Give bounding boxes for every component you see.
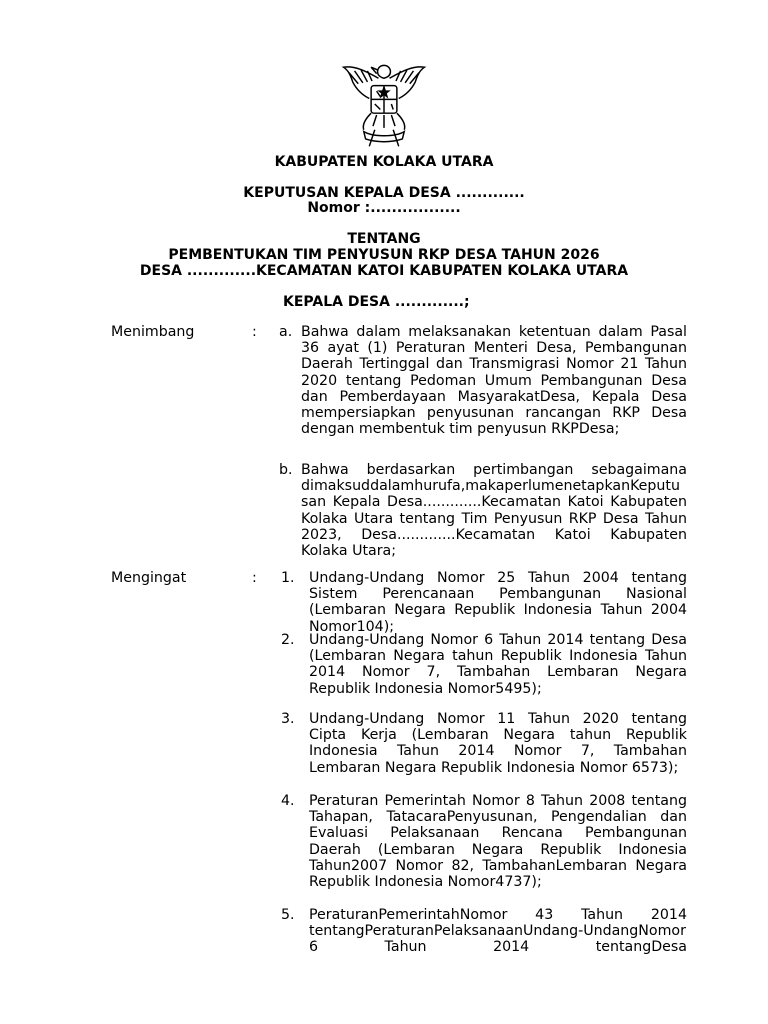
menimbang-label: Menimbang [111, 324, 195, 340]
legal-basis-text: Peraturan Pemerintah Nomor 8 Tahun 2008 tentang Tahapan, TatacaraPenyusunan, Pengendalian dan Evaluasi Pelaksanaan Rencana Pembangunan Daerah (Lembaran Negara Republik Indonesia Tahun2007 Nomor 82, TambahanLembaran Negara Republik Indonesia Nomor4737); [309, 793, 687, 891]
legal-basis-marker: 5. [281, 907, 295, 923]
consideration-marker: b. [279, 462, 293, 478]
decree-title: KEPUTUSAN KEPALA DESA ............. [243, 185, 525, 201]
subject-line-1: PEMBENTUKAN TIM PENYUSUN RKP DESA TAHUN 2026 [168, 247, 600, 263]
mengingat-label: Mengingat [111, 570, 187, 586]
subject-line-2: DESA .............KECAMATAN KATOI KABUPATEN KOLAKA UTARA [139, 263, 629, 279]
mengingat-colon: : [252, 570, 257, 586]
about-heading: TENTANG [347, 231, 421, 247]
legal-basis-marker: 1. [281, 570, 295, 586]
legal-basis-text: PeraturanPemerintahNomor 43 Tahun 2014 tentangPeraturanPelaksanaanUndang-UndangNomor 6 Tahun 2014 tentangDesa [309, 907, 687, 956]
decree-number: Nomor :................. [307, 200, 461, 216]
consideration-text: Bahwa berdasarkan pertimbangan sebagaimana dimaksuddalamhurufa,makaperlumenetapkanKeputusan Kepala Desa.............Kecamatan Katoi Kabupaten Kolaka Utara tentang Tim Penyusun RKP Desa Tahun 2023, Desa.............Kecamatan Katoi Kabupaten Kolaka Utara; [301, 462, 687, 560]
legal-basis-text: Undang-Undang Nomor 6 Tahun 2014 tentang Desa (Lembaran Negara tahun Republik Indonesia Tahun 2014 Nomor 7, Tambahan Lembaran Negara Republik Indonesia Nomor5495); [309, 632, 687, 697]
consideration-marker: a. [279, 324, 293, 340]
menimbang-colon: : [252, 324, 257, 340]
legal-basis-marker: 4. [281, 793, 295, 809]
regency-heading: KABUPATEN KOLAKA UTARA [274, 154, 494, 170]
legal-basis-text: Undang-Undang Nomor 11 Tahun 2020 tentang Cipta Kerja (Lembaran Negara tahun Republik Indonesia Tahun 2014 Nomor 7, Tambahan Lembaran Negara Republik Indonesia Nomor 6573); [309, 711, 687, 776]
legal-basis-marker: 3. [281, 711, 295, 727]
official-heading: KEPALA DESA .............; [283, 294, 470, 310]
legal-basis-text: Undang-Undang Nomor 25 Tahun 2004 tentang Sistem Perencanaan Pembangunan Nasional (Lembaran Negara Republik Indonesia Tahun 2004 Nomor104); [309, 570, 687, 635]
legal-basis-marker: 2. [281, 632, 295, 648]
garuda-emblem-icon [338, 58, 430, 150]
consideration-text: Bahwa dalam melaksanakan ketentuan dalam Pasal 36 ayat (1) Peraturan Menteri Desa, Pembangunan Daerah Tertinggal dan Transmigrasi Nomor 21 Tahun 2020 tentang Pedoman Umum Pembangunan Desa dan Pemberdayaan MasyarakatDesa, Kepala Desa mempersiapkan penyusunan rancangan RKP Desa dengan membentuk tim penyusun RKPDesa; [301, 324, 687, 438]
